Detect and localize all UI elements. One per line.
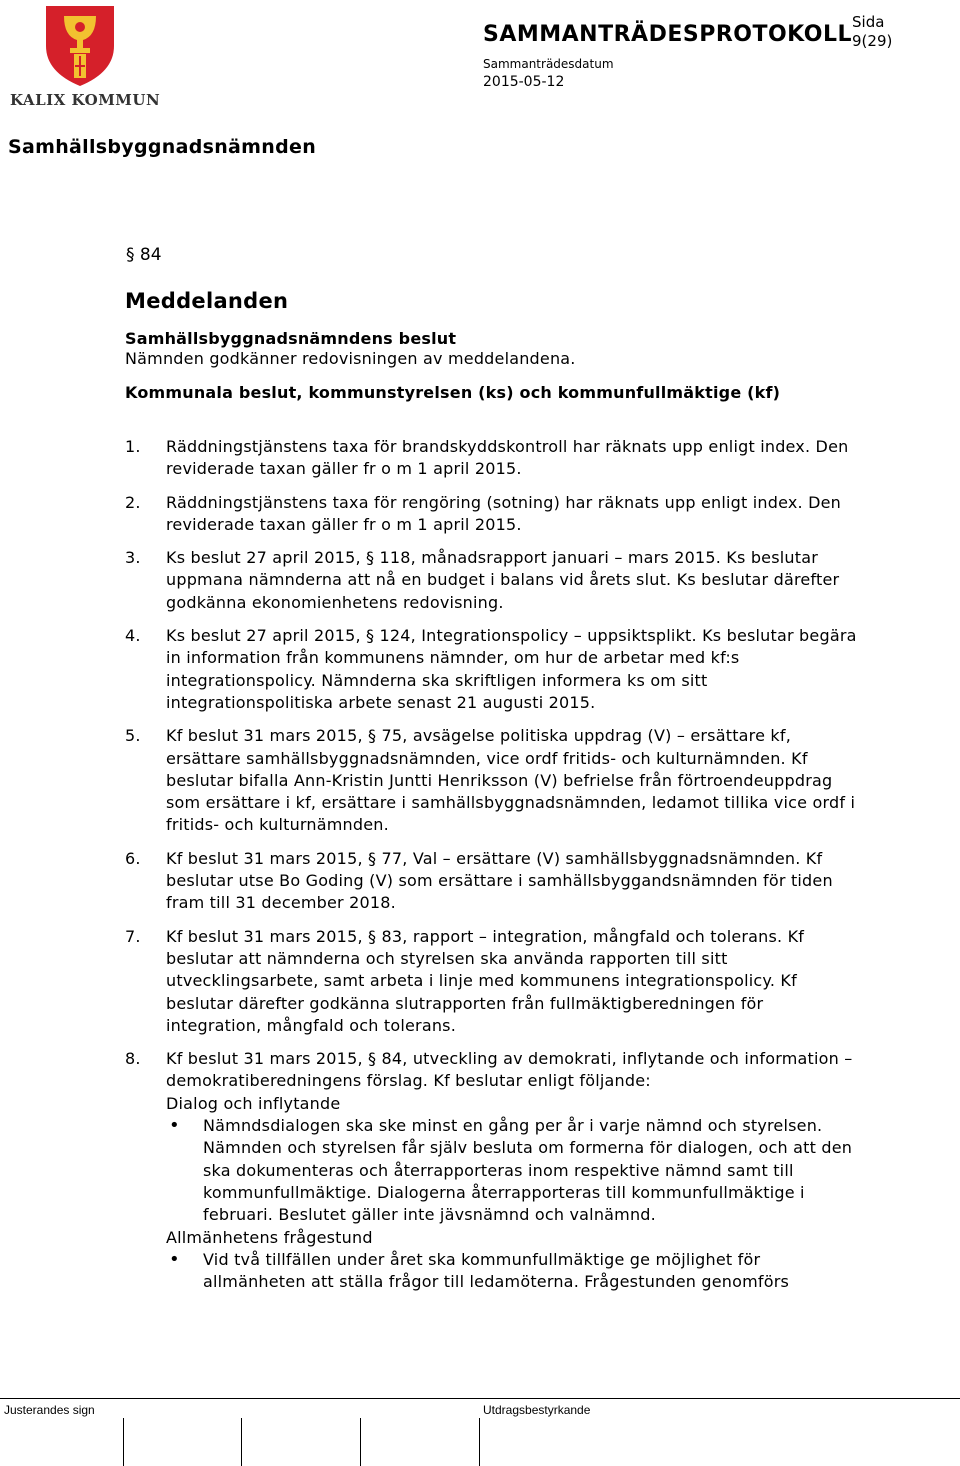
item-number: 3. — [125, 548, 141, 568]
signature-box-divider — [241, 1418, 242, 1466]
item-number: 7. — [125, 926, 141, 946]
list-item — [125, 926, 860, 1037]
item-text: Kf beslut 31 mars 2015, § 77, Val – ersättare (V) samhällsbyggnadsnämnden. Kf beslutar utse Bo Goding (V) som ersättare i samhällsbyggandsnämnden för tiden fram till 31 december 2018. — [166, 848, 833, 913]
list-item — [125, 725, 860, 836]
item-text: Räddningstjänstens taxa för rengöring (sotning) har räknats upp enligt index. Den reviderade taxan gäller fr o m 1 april 2015. — [166, 492, 841, 534]
list-item — [125, 1048, 860, 1293]
footer-label-extract: Utdragsbestyrkande — [483, 1403, 591, 1417]
document-title: SAMMANTRÄDESPROTOKOLL — [483, 22, 852, 47]
signature-box-divider — [479, 1418, 480, 1466]
list-item — [125, 625, 860, 714]
footer-divider — [0, 1398, 960, 1399]
meeting-date: 2015-05-12 — [483, 74, 565, 90]
page-label: Sida — [852, 13, 885, 31]
bullet-item: • Nämndsdialogen ska ske minst en gång per år i varje nämnd och styrelsen. Nämnden och styrelsen får själv besluta om formerna för dialogen, och att den ska dokumenteras och återrapporteras inom respektive nämnd samt till kommunfullmäktige. Dialogerna återrapporteras till kommunfullmäktige i februari. Beslutet gäller inte jävsnämnd och valnämnd. — [166, 1115, 860, 1226]
kalix-kommun-logo — [10, 2, 160, 112]
list-heading: Kommunala beslut, kommunstyrelsen (ks) och kommunfullmäktige (kf) — [125, 383, 781, 402]
meeting-date-label: Sammanträdesdatum — [483, 57, 614, 71]
item-number: 1. — [125, 437, 141, 456]
item-number: 4. — [125, 626, 141, 646]
bullet-item: • Vid två tillfällen under året ska kommunfullmäktige ge möjlighet för allmänheten att ställa frågor till ledamöterna. Frågestunden genomförs — [166, 1249, 860, 1294]
logo-wordmark: KALIX KOMMUN — [10, 91, 161, 109]
list-item — [125, 492, 860, 537]
item-text: Ks beslut 27 april 2015, § 124, Integrationspolicy – uppsiktsplikt. Ks beslutar begära in information från kommunens nämnder, om hur de arbetar med kf:s integrationspolicy. Nämnderna ska skriftligen informera ks om sitt integrationspolitiska arbete senast 21 augusti 2015. — [166, 626, 857, 712]
item-text: Kf beslut 31 mars 2015, § 75, avsägelse politiska uppdrag (V) – ersättare kf, ersättare samhällsbyggnadsnämnden, vice ordf fritids- och kulturnämnden. Kf beslutar bifalla Ann-Kristin Juntti Henriksson (V) befrielse från förtroendeuppdrag som ersättare i kf, ersättare i samhällsbyggnadsnämnden, ledamot tillika vice ordf i fritids- och kulturnämnden. — [166, 726, 856, 835]
item-number: 2. — [125, 492, 141, 512]
item-number: 5. — [125, 726, 141, 746]
signature-box-divider — [360, 1418, 361, 1466]
decision-text: Nämnden godkänner redovisningen av meddelandena. — [125, 349, 576, 368]
page-number: 9(29) — [852, 32, 893, 50]
committee-name: Samhällsbyggnadsnämnden — [8, 136, 317, 158]
item-number: 6. — [125, 848, 141, 868]
item-text: Räddningstjänstens taxa för brandskyddskontroll har räknats upp enligt index. Den reviderade taxan gäller fr o m 1 april 2015. — [166, 437, 849, 479]
list-item — [125, 848, 860, 915]
item-number: 8. — [125, 1049, 141, 1069]
decision-list — [125, 436, 860, 1304]
item-text: Kf beslut 31 mars 2015, § 84, utveckling av demokrati, inflytande och information – demokratiberedningens förslag. Kf beslutar enligt följande: — [166, 1049, 853, 1091]
item-text: Kf beslut 31 mars 2015, § 83, rapport – integration, mångfald och tolerans. Kf beslutar att nämnderna och styrelsen ska använda rapporten till sitt utvecklingsarbete, samt arbeta i linje med kommunens integrationspolicy. Kf beslutar därefter godkänna slutrapporten från fullmäktigberedningen för integration, mångfald och tolerans. — [166, 926, 805, 1035]
list-item — [125, 547, 860, 614]
section-number: § 84 — [126, 245, 162, 265]
footer-label-signature: Justerandes sign — [4, 1403, 95, 1417]
list-item — [125, 436, 860, 481]
item-text: Ks beslut 27 april 2015, § 118, månadsrapport januari – mars 2015. Ks beslutar uppmana nämnderna att nå en budget i balans vid årets slut. Ks beslutar därefter godkänna ekonomienhetens redovisning. — [166, 548, 840, 612]
subheading-public-questions: Allmänhetens frågestund — [166, 1227, 373, 1247]
decision-heading: Samhällsbyggnadsnämndens beslut — [125, 329, 457, 348]
subheading-dialog: Dialog och inflytande — [166, 1093, 341, 1113]
signature-box-divider — [123, 1418, 124, 1466]
section-title: Meddelanden — [125, 289, 289, 313]
